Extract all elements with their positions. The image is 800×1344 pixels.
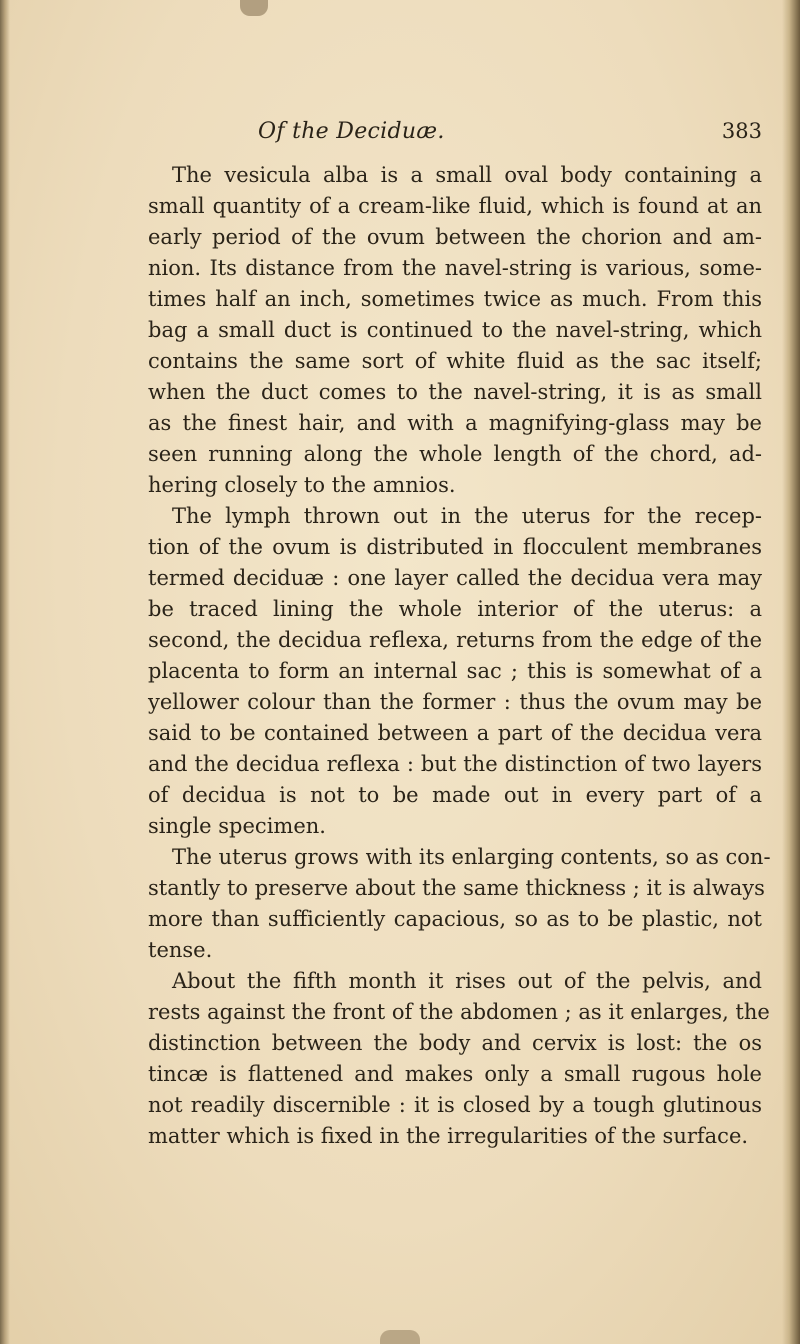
text-line: times half an inch, sometimes twice as much. From this bbox=[148, 287, 762, 311]
text-line: more than sufficiently capacious, so as to be plastic, not bbox=[148, 907, 762, 931]
body-text bbox=[148, 160, 771, 1152]
text-line: second, the decidua reflexa, returns from the edge of the bbox=[148, 628, 762, 652]
text-line: as the finest hair, and with a magnifying-glass may be bbox=[148, 411, 762, 435]
page-right-edge-shadow bbox=[782, 0, 800, 1344]
running-title: Of the Deciduæ. bbox=[258, 119, 445, 144]
text-line: termed deciduæ : one layer called the decidua vera may bbox=[148, 566, 762, 590]
text-line: yellower colour than the former : thus the ovum may be bbox=[148, 690, 762, 714]
text-line: The vesicula alba is a small oval body containing a bbox=[172, 163, 762, 187]
text-line: small quantity of a cream-like fluid, which is found at an bbox=[148, 194, 762, 218]
page-header bbox=[148, 119, 762, 151]
text-line: tion of the ovum is distributed in flocculent membranes bbox=[148, 535, 762, 559]
text-line: be traced lining the whole interior of the uterus: a bbox=[148, 597, 762, 621]
text-line: when the duct comes to the navel-string, it is as small bbox=[148, 380, 762, 404]
text-line: said to be contained between a part of the decidua vera bbox=[148, 721, 762, 745]
text-line: contains the same sort of white fluid as the sac itself; bbox=[148, 349, 762, 373]
text-line: distinction between the body and cervix is lost: the os bbox=[148, 1031, 762, 1055]
text-line: not readily discernible : it is closed by a tough glutinous bbox=[148, 1093, 762, 1117]
page-left-edge-shadow bbox=[0, 0, 10, 1344]
text-line: placenta to form an internal sac ; this is somewhat of a bbox=[148, 659, 762, 683]
text-line: matter which is fixed in the irregularities of the surface. bbox=[148, 1124, 749, 1148]
text-line: of decidua is not to be made out in every part of a bbox=[148, 783, 762, 807]
text-line: stantly to preserve about the same thickness ; it is always bbox=[148, 876, 765, 900]
text-line: tense. bbox=[148, 938, 213, 962]
ink-smudge-bottom bbox=[380, 1330, 420, 1344]
text-line: bag a small duct is continued to the navel-string, which bbox=[148, 318, 762, 342]
text-line: seen running along the whole length of the chord, ad- bbox=[148, 442, 762, 466]
text-line: nion. Its distance from the navel-string is various, some- bbox=[148, 256, 762, 280]
text-line: The lymph thrown out in the uterus for the recep- bbox=[172, 504, 762, 528]
text-line: and the decidua reflexa : but the distinction of two layers bbox=[148, 752, 762, 776]
text-line: About the fifth month it rises out of the pelvis, and bbox=[172, 969, 762, 993]
page-number: 383 bbox=[721, 119, 762, 143]
text-line: tincæ is flattened and makes only a small rugous hole bbox=[148, 1062, 762, 1086]
text-line: early period of the ovum between the chorion and am- bbox=[148, 225, 762, 249]
text-line: rests against the front of the abdomen ; as it enlarges, the bbox=[148, 1000, 770, 1024]
ink-smudge-top bbox=[240, 0, 268, 16]
text-line: hering closely to the amnios. bbox=[148, 473, 456, 497]
text-line: single specimen. bbox=[148, 814, 326, 838]
text-line: The uterus grows with its enlarging contents, so as con- bbox=[172, 845, 771, 869]
